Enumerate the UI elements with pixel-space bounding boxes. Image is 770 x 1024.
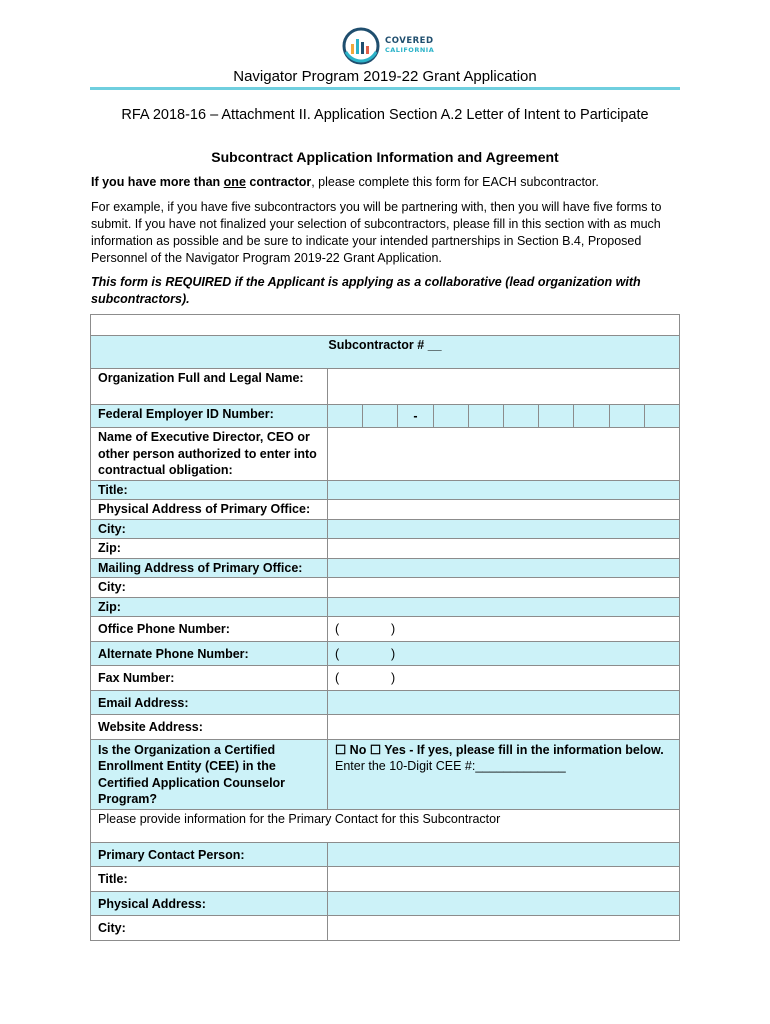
cee-number-entry[interactable]: Enter the 10-Digit CEE #:_____________ — [335, 759, 566, 773]
paren-open: ( — [335, 622, 340, 636]
fein-digit-box[interactable] — [610, 405, 645, 427]
subcontractor-form-table — [90, 314, 680, 941]
office-phone-label: Office Phone Number: — [91, 617, 328, 642]
fein-digit-box[interactable] — [469, 405, 504, 427]
pc-address-field[interactable] — [328, 891, 680, 916]
rfa-subtitle: RFA 2018-16 – Attachment II. Application Section A.2 Letter of Intent to Participate — [121, 107, 649, 123]
pc-title-label: Title: — [91, 867, 328, 892]
email-label: Email Address: — [91, 690, 328, 715]
fein-digit-box[interactable] — [574, 405, 609, 427]
pc-title-field[interactable] — [328, 867, 680, 892]
paren-open: ( — [335, 646, 340, 661]
mailing-zip-field[interactable] — [328, 597, 680, 617]
intro-p1-underline: one — [223, 175, 246, 189]
document-title: Navigator Program 2019-22 Grant Application — [233, 68, 537, 85]
website-field[interactable] — [328, 715, 680, 740]
email-field[interactable] — [328, 690, 680, 715]
title-field[interactable] — [328, 480, 680, 500]
fein-dash: - — [398, 405, 433, 427]
fein-field[interactable] — [328, 405, 680, 428]
paren-open: ( — [335, 671, 340, 685]
header-divider — [90, 87, 680, 90]
paren-close: ) — [391, 622, 396, 636]
fein-label: Federal Employer ID Number: — [91, 405, 328, 428]
primary-contact-label: Primary Contact Person: — [91, 842, 328, 867]
website-label: Website Address: — [91, 715, 328, 740]
fein-digit-box[interactable] — [539, 405, 574, 427]
cee-options[interactable]: ☐ No ☐ Yes - If yes, please fill in the information below. — [335, 742, 664, 757]
paren-close: ) — [391, 646, 396, 661]
fein-digit-box[interactable] — [363, 405, 398, 427]
city-field[interactable] — [328, 519, 680, 539]
paren-close: ) — [391, 671, 396, 685]
fax-label: Fax Number: — [91, 666, 328, 691]
mailing-city-label: City: — [91, 578, 328, 598]
mailing-zip-label: Zip: — [91, 597, 328, 617]
zip-label: Zip: — [91, 539, 328, 559]
exec-director-label: Name of Executive Director, CEO or other person authorized to enter into contractual obligation: — [91, 428, 328, 481]
pc-city-label: City: — [91, 916, 328, 941]
logo-line-2: CALIFORNIA — [385, 46, 435, 54]
pc-city-field[interactable] — [328, 916, 680, 941]
intro-paragraph-3: This form is REQUIRED if the Applicant is applying as a collaborative (lead organization with subcontractors). — [91, 275, 641, 306]
mailing-city-field[interactable] — [328, 578, 680, 598]
exec-director-field[interactable] — [328, 428, 680, 481]
logo-line-1: COVERED — [385, 36, 434, 46]
intro-paragraph-1 — [91, 174, 681, 191]
intro-p1-rest: , please complete this form for EACH subcontractor. — [311, 175, 599, 189]
fein-digit-box[interactable] — [645, 405, 679, 427]
physical-address-label: Physical Address of Primary Office: — [91, 500, 328, 520]
fein-digit-box[interactable] — [328, 405, 363, 427]
logo-wordmark — [385, 37, 434, 55]
subcontractor-heading: Subcontractor # __ — [91, 336, 680, 369]
office-phone-field[interactable] — [328, 617, 680, 642]
fax-field[interactable] — [328, 666, 680, 691]
mailing-address-field[interactable] — [328, 558, 680, 578]
title-label: Title: — [91, 480, 328, 500]
fein-digit-box[interactable] — [504, 405, 539, 427]
mailing-address-label: Mailing Address of Primary Office: — [91, 558, 328, 578]
top-spacer-row — [91, 315, 680, 336]
section-title: Subcontract Application Information and Agreement — [211, 149, 559, 165]
physical-address-field[interactable] — [328, 500, 680, 520]
intro-paragraph-2: For example, if you have five subcontractors you will be partnering with, then you will have five forms to submit. If you have not finalized your selection of subcontractors, please fill in this section with as much information as possible and be sure to indicate your intended partnerships in Section B.4, Proposed Personnel of the Navigator Program 2019-22 Grant Application. — [91, 200, 662, 265]
cee-answer-cell[interactable] — [328, 739, 680, 809]
zip-field[interactable] — [328, 539, 680, 559]
cee-question-label: Is the Organization a Certified Enrollment Entity (CEE) in the Certified Application Counselor Program? — [91, 739, 328, 809]
pc-address-label: Physical Address: — [91, 891, 328, 916]
intro-p1-bold-a: If you have more than — [91, 175, 224, 189]
primary-contact-note: Please provide information for the Primary Contact for this Subcontractor — [91, 809, 680, 842]
primary-contact-field[interactable] — [328, 842, 680, 867]
intro-p1-bold-b: contractor — [245, 175, 312, 189]
alt-phone-label: Alternate Phone Number: — [91, 641, 328, 666]
fein-digit-box[interactable] — [434, 405, 469, 427]
org-name-field[interactable] — [328, 369, 680, 405]
alt-phone-field[interactable] — [328, 641, 680, 666]
org-name-label: Organization Full and Legal Name: — [91, 369, 328, 405]
city-label: City: — [91, 519, 328, 539]
